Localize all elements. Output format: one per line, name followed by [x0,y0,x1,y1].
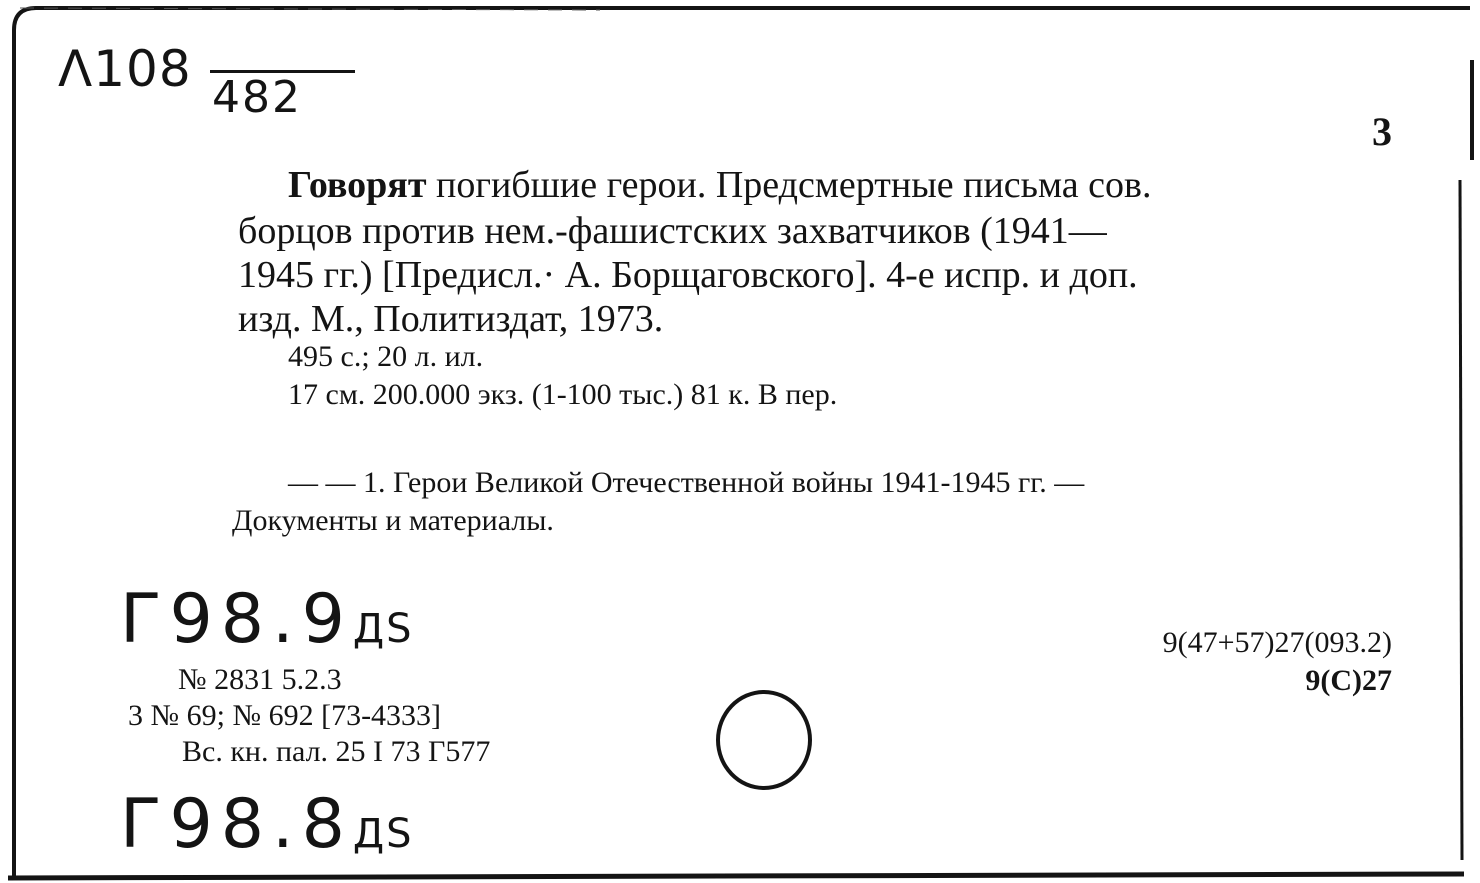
bib-line-1: № 2831 5.2.3 [178,663,342,696]
shelfmark-number: Λ108 [58,40,192,98]
description-line-1 [288,162,1151,208]
card-number: 3 [1372,109,1392,154]
handwritten-classification-2 [120,785,414,864]
edition-info: 17 см. 200.000 экз. (1-100 тыс.) 81 к. В пер. [288,378,838,411]
bib-line-3: Вс. кн. пал. 25 I 73 Г577 [182,735,491,768]
classification-2-suffix: ДS [352,811,414,857]
title-rest: погибшие герои. Предсмертные письма сов. [426,164,1152,206]
shelfmark-subnumber: 482 [212,72,302,123]
classification-2-number: Г98.8 [120,785,353,864]
punch-hole [716,690,812,790]
bbk-code: 9(С)27 [1305,664,1392,697]
description-line-4: изд. М., Политиздат, 1973. [238,298,664,340]
bib-line-2: 3 № 69; № 692 [73-4333] [128,699,442,732]
description-line-3: 1945 гг.) [Предисл.· А. Борщаговского]. 4-е испр. и доп. [238,254,1138,296]
description-line-2: борцов против нем.-фашистских захватчиков (1941— [238,210,1107,252]
classification-1-number: Г98.9 [120,580,353,659]
title-heading: Говорят [288,164,427,206]
handwritten-classification-1 [120,580,414,659]
subject-heading-line-2: Документы и материалы. [232,504,554,537]
pages-info: 495 с.; 20 л. ил. [288,340,484,373]
subject-heading-line-1: — — 1. Герои Великой Отечественной войны 1941-1945 гг. — [288,466,1085,499]
classification-1-suffix: ДS [352,606,414,652]
udc-code: 9(47+57)27(093.2) [1162,626,1392,659]
